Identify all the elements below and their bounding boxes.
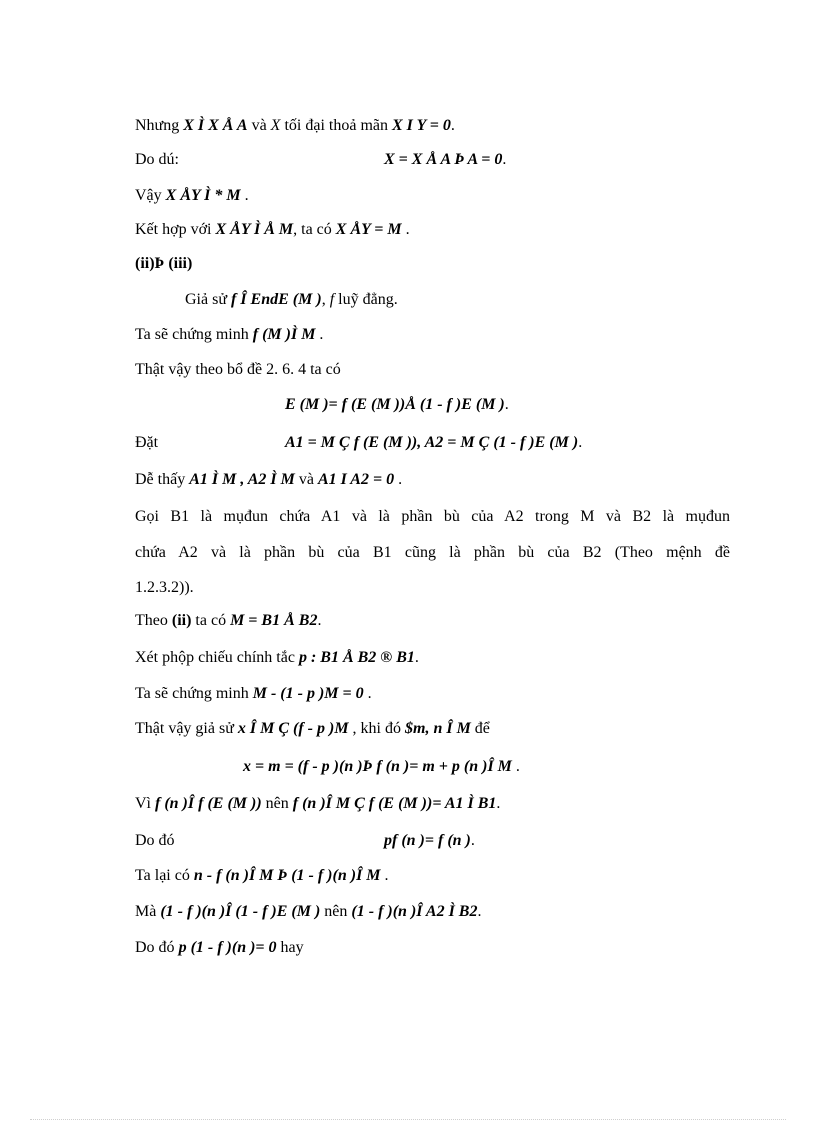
math-expression: x Î M Ç (f - p )M xyxy=(237,720,349,737)
text-line xyxy=(135,611,321,631)
text-run: Đặt xyxy=(135,434,159,451)
math-expression: A1 Ì M , A2 Ì M xyxy=(189,471,295,488)
math-variable: X xyxy=(270,117,281,134)
math-expression: X ÅY = M xyxy=(335,221,402,238)
text-run: . xyxy=(380,867,389,884)
text-line xyxy=(135,186,249,206)
text-run: Dễ thấy xyxy=(135,471,190,488)
text-run: Ta sẽ chứng minh xyxy=(135,326,253,343)
math-expression: (ii) xyxy=(171,612,192,629)
text-run: . xyxy=(578,434,583,451)
text-run: . xyxy=(317,612,322,629)
math-expression: f (n )Î f (E (M )) xyxy=(155,795,262,812)
text-run: . xyxy=(363,685,372,702)
text-line xyxy=(135,831,735,851)
math-group xyxy=(384,831,475,851)
text-run: Ta lại có xyxy=(135,867,194,884)
math-expression: X Ì X Å A xyxy=(183,117,248,134)
text-line xyxy=(135,648,419,668)
text-run: và xyxy=(294,471,318,488)
math-expression: f Î EndE (M ) xyxy=(231,291,322,308)
text-run: . xyxy=(394,471,403,488)
math-expression: M = B1 Å B2 xyxy=(230,612,318,629)
text-run: Thật vậy theo bổ đề 2. 6. 4 ta có xyxy=(135,361,341,378)
text-run: . xyxy=(511,758,520,775)
text-run: Thật vậy giả sử xyxy=(135,720,238,737)
math-variable: f xyxy=(329,291,335,308)
math-expression: p (1 - f )(n )= 0 xyxy=(178,939,277,956)
math-expression: X I Y = 0 xyxy=(391,117,451,134)
paragraph-line: Gọi B1 là mụđun chứa A1 và là phần bù của A2 trong M và B2 là mụđun xyxy=(135,508,730,525)
math-expression: f (M )Ì M xyxy=(252,326,316,343)
text-run: . xyxy=(470,832,475,849)
text-run: . xyxy=(401,221,410,238)
text-run: . xyxy=(414,649,419,666)
paragraph-line: 1.2.3.2)). xyxy=(135,579,194,596)
text-run: Ta sẽ chứng minh xyxy=(135,685,253,702)
math-expression: X = X Å A Þ A = 0 xyxy=(384,151,503,168)
math-group xyxy=(384,150,506,170)
text-run: . xyxy=(496,795,501,812)
math-expression: $m, n Î M xyxy=(405,720,471,737)
text-line xyxy=(135,470,402,490)
text-line xyxy=(135,116,455,136)
math-expression: E (M )= f (E (M ))Å (1 - f )E (M ) xyxy=(285,396,505,413)
text-run: Giả sử xyxy=(185,291,231,308)
text-run: . xyxy=(502,151,507,168)
text-run: . xyxy=(450,117,455,134)
text-run: tối đại thoả mãn xyxy=(280,117,392,134)
text-run: Mà xyxy=(135,903,161,920)
text-run: Vậy xyxy=(135,187,166,204)
math-expression: x = m = (f - p )(n )Þ f (n )= m + p (n )Î M xyxy=(243,758,512,775)
text-line xyxy=(135,433,735,453)
text-run: Nhưng xyxy=(135,117,184,134)
text-run: luỹ đẳng. xyxy=(334,291,398,308)
text-line xyxy=(135,220,410,240)
text-run: ta có xyxy=(191,612,231,629)
display-equation xyxy=(243,757,520,777)
math-expression: p : B1 Å B2 ® B1 xyxy=(298,649,415,666)
text-line xyxy=(135,794,500,814)
math-expression: M - (1 - p )M = 0 xyxy=(252,685,364,702)
text-line xyxy=(135,360,341,380)
math-expression: (ii)Þ (iii) xyxy=(135,255,193,272)
text-line xyxy=(135,254,192,274)
text-line xyxy=(185,290,398,310)
text-run: nên xyxy=(261,795,293,812)
math-expression: (1 - f )(n )Î (1 - f )E (M ) xyxy=(160,903,321,920)
text-run: . xyxy=(240,187,249,204)
text-run: . xyxy=(477,903,482,920)
math-expression: X ÅY Ì Å M xyxy=(215,221,294,238)
text-line xyxy=(135,719,490,739)
math-expression: A1 = M Ç f (E (M )), A2 = M Ç (1 - f )E (M ) xyxy=(285,434,579,451)
math-expression: A1 I A2 = 0 xyxy=(317,471,395,488)
text-run: . xyxy=(504,396,509,413)
text-run: để xyxy=(470,720,490,737)
text-line xyxy=(135,150,735,170)
text-line xyxy=(135,938,304,958)
text-run: Xét phộp chiếu chính tắc xyxy=(135,649,299,666)
math-expression: n - f (n )Î M Þ (1 - f )(n )Î M xyxy=(193,867,381,884)
text-run: Theo xyxy=(135,612,172,629)
math-expression: f (n )Î M Ç f (E (M ))= A1 Ì B1 xyxy=(292,795,497,812)
text-run: Do đó xyxy=(135,939,179,956)
math-expression: pf (n )= f (n ) xyxy=(384,832,471,849)
text-line xyxy=(135,902,481,922)
text-run: Do dú: xyxy=(135,151,179,168)
text-run: Kết hợp với xyxy=(135,221,216,238)
text-line xyxy=(135,325,323,345)
paragraph-line: chứa A2 và là phần bù của B1 cũng là phần bù của B2 (Theo mệnh đề xyxy=(135,544,730,561)
math-group xyxy=(285,433,582,453)
text-run: nên xyxy=(320,903,352,920)
math-expression: (1 - f )(n )Î A2 Ì B2 xyxy=(351,903,478,920)
text-line xyxy=(135,684,372,704)
text-run: , khi đó xyxy=(348,720,405,737)
text-run: Do đó xyxy=(135,832,175,849)
text-run: , ta có xyxy=(293,221,336,238)
page-bottom-rule xyxy=(30,1119,786,1120)
display-equation xyxy=(285,395,509,415)
text-run: Vì xyxy=(135,795,155,812)
math-expression: X ÅY Ì * M xyxy=(165,187,241,204)
text-line xyxy=(135,866,389,886)
text-run: , xyxy=(321,291,330,308)
text-run: và xyxy=(247,117,271,134)
text-run: hay xyxy=(276,939,304,956)
text-run: . xyxy=(315,326,324,343)
